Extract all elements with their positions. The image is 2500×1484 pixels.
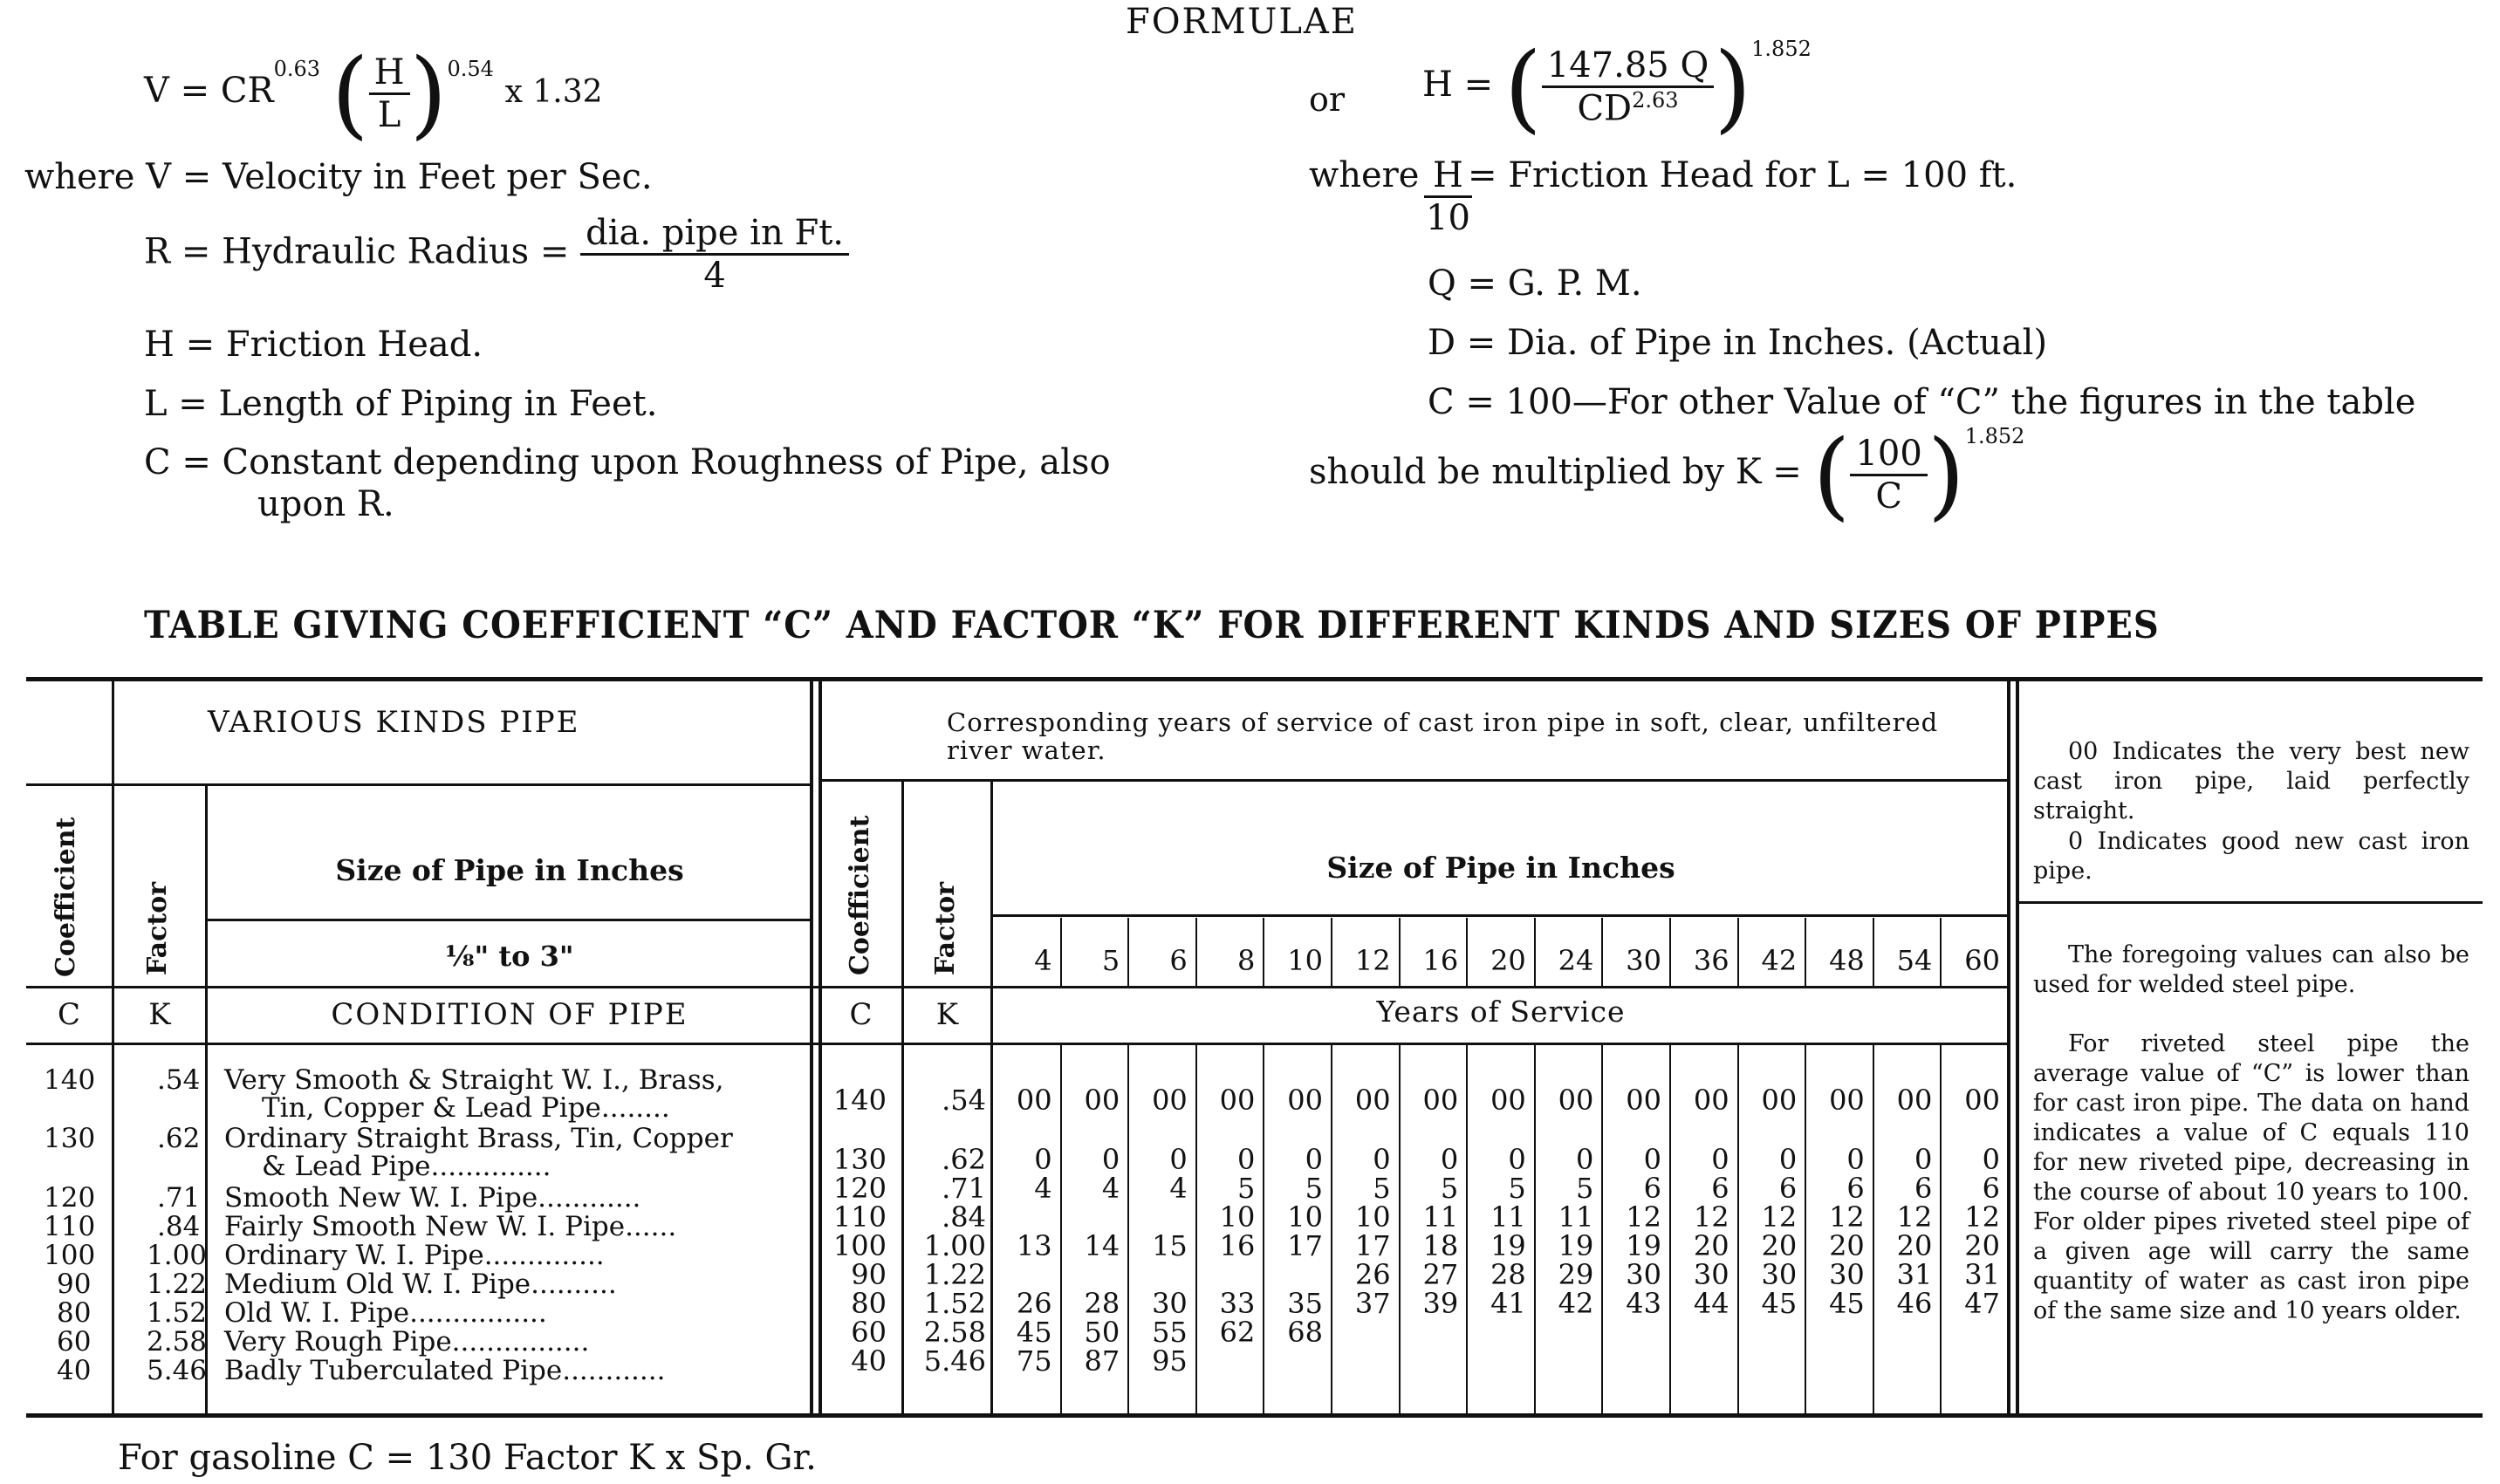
mid-c: 140 (832, 1084, 887, 1117)
def-friction-head: H = Friction Head. (144, 325, 483, 365)
size-col-header: 60 (1964, 944, 2000, 977)
vline (810, 680, 813, 1413)
service-value: 75 (1016, 1344, 1052, 1378)
mid-c: 90 (851, 1258, 887, 1291)
c-label-left: C (57, 997, 80, 1032)
service-value: 68 (1287, 1316, 1323, 1349)
service-value: 00 (1829, 1084, 1865, 1117)
service-value: 6 (1778, 1172, 1798, 1205)
note-welded: The foregoing values can also be used for welded steel pipe. (2033, 941, 2469, 998)
service-value: 00 (1693, 1084, 1729, 1117)
where-label: where (1309, 155, 1420, 195)
left-k: 1.52 (147, 1297, 208, 1329)
service-value: 12 (1693, 1200, 1729, 1234)
mid-c: 100 (832, 1229, 887, 1262)
service-value: 00 (1287, 1084, 1323, 1117)
mid-k: 2.58 (923, 1316, 986, 1349)
size-col-divider (1399, 918, 1401, 986)
service-value: 0 (1440, 1143, 1459, 1176)
left-cond: Smooth New W. I. Pipe............ (224, 1182, 641, 1214)
hline (208, 919, 812, 921)
service-value: 31 (1896, 1258, 1933, 1291)
left-cond: Old W. I. Pipe................ (224, 1297, 547, 1329)
service-value: 00 (1016, 1084, 1052, 1117)
def-hydraulic-radius: R = Hydraulic Radius = $\frac{\text{dia. pipe in Ft.}}{4}$ (144, 213, 849, 296)
service-value: 17 (1354, 1229, 1391, 1262)
mid-c: 120 (832, 1172, 887, 1205)
size-col-header: 30 (1626, 944, 1661, 977)
service-value: 11 (1490, 1200, 1526, 1234)
service-value: 45 (1016, 1316, 1052, 1349)
service-value: 39 (1422, 1287, 1459, 1320)
hline (26, 783, 812, 786)
def-diameter: D = Dia. of Pipe in Inches. (Actual) (1428, 323, 2048, 363)
size-col-header: 4 (1034, 944, 1052, 977)
left-k: .84 (157, 1211, 201, 1242)
left-cond: Fairly Smooth New W. I. Pipe...... (224, 1211, 677, 1242)
def-c100: C = 100—For other Value of “C” the figures in the table (1428, 382, 2416, 422)
size-col-header: 12 (1354, 944, 1391, 977)
h-over-10: $\frac{H}{10}$ (1426, 155, 1470, 238)
service-value: 13 (1016, 1229, 1052, 1262)
hline (26, 1043, 2009, 1045)
service-value: 00 (1490, 1084, 1526, 1117)
service-value: 12 (1896, 1200, 1933, 1234)
hline (993, 914, 2009, 917)
left-cond: Medium Old W. I. Pipe.......... (224, 1269, 617, 1300)
table-bottom-rule (26, 1413, 2483, 1418)
service-value: 0 (1914, 1143, 1933, 1176)
service-value: 0 (1508, 1143, 1526, 1176)
service-value: 0 (1711, 1143, 1729, 1176)
service-value: 10 (1354, 1200, 1391, 1234)
table-title: TABLE GIVING COEFFICIENT “C” AND FACTOR “K” FOR DIFFERENT KINDS AND SIZES OF PIPES (144, 604, 2160, 647)
service-value: 00 (1964, 1084, 2000, 1117)
coef-label-mid: Coefficient (845, 815, 875, 975)
service-value: 6 (1846, 1172, 1865, 1205)
size-col-header: 24 (1558, 944, 1594, 977)
service-value: 11 (1558, 1200, 1594, 1234)
service-value: 5 (1237, 1172, 1256, 1205)
size-col-header: 5 (1101, 944, 1120, 977)
hline (26, 986, 2009, 988)
service-value: 26 (1354, 1258, 1391, 1291)
left-c: 110 (44, 1211, 96, 1242)
service-value: 30 (1761, 1258, 1798, 1291)
note-00: 00 Indicates the very best new cast iron pipe, laid perfectly straight. (2033, 738, 2469, 824)
mid-k: 1.52 (923, 1287, 986, 1320)
size-col-divider (1195, 918, 1197, 986)
service-value: 30 (1152, 1287, 1188, 1320)
vline (818, 680, 822, 1413)
hline (2017, 901, 2483, 904)
service-value: 45 (1761, 1287, 1798, 1320)
service-value: 30 (1693, 1258, 1729, 1291)
page-title: FORMULAE (1126, 2, 1358, 42)
size-col-header: 42 (1761, 944, 1798, 977)
service-value: 5 (1440, 1172, 1459, 1205)
service-value: 47 (1964, 1287, 2000, 1320)
size-col-header: 54 (1896, 944, 1933, 977)
k-label-left: K (148, 997, 171, 1032)
mid-k: .84 (942, 1200, 986, 1234)
left-cond: & Lead Pipe.............. (262, 1151, 551, 1182)
left-k: .54 (157, 1064, 201, 1096)
service-value: 45 (1829, 1287, 1865, 1320)
note-riveted: For riveted steel pipe the average value of “C” is lower than for cast iron pipe. The data on hand indicates a value of C equals 110 for new riveted pipe, decreasing in the course of about 10 years to 100. For older pipes riveted steel pipe of a given age will carry the same quantity of water as cast iron pipe of the same size and 10 years older. (2033, 1030, 2469, 1324)
mid-k: 1.22 (923, 1258, 986, 1291)
left-c: 100 (44, 1240, 96, 1271)
service-value: 50 (1084, 1316, 1120, 1349)
service-value: 26 (1016, 1287, 1052, 1320)
service-value: 42 (1558, 1287, 1594, 1320)
service-value: 19 (1626, 1229, 1661, 1262)
service-value: 0 (1778, 1143, 1798, 1176)
service-value: 19 (1490, 1229, 1526, 1262)
service-value: 16 (1219, 1229, 1256, 1262)
service-value: 4 (1101, 1172, 1120, 1205)
service-header: Corresponding years of service of cast iron pipe in soft, clear, unfiltered river water. (947, 708, 1939, 765)
service-value: 0 (1373, 1143, 1391, 1176)
hline (820, 779, 2009, 782)
service-value: 00 (1084, 1084, 1120, 1117)
left-cond: Ordinary W. I. Pipe.............. (224, 1240, 605, 1271)
factor-label: Factor (142, 881, 173, 975)
service-value: 00 (1422, 1084, 1459, 1117)
left-c: 60 (57, 1326, 92, 1357)
service-value: 6 (1711, 1172, 1729, 1205)
service-value: 37 (1354, 1287, 1391, 1320)
size-header-left: Size of Pipe in Inches (335, 853, 684, 887)
service-value: 19 (1558, 1229, 1594, 1262)
size-col-header: 6 (1169, 944, 1188, 977)
table-top-rule (26, 677, 2483, 681)
service-value: 6 (1982, 1172, 2000, 1205)
service-value: 41 (1490, 1287, 1526, 1320)
service-value: 12 (1964, 1200, 2000, 1234)
service-value: 44 (1693, 1287, 1729, 1320)
service-value: 10 (1287, 1200, 1323, 1234)
years-of-service-label: Years of Service (1376, 995, 1626, 1029)
size-col-divider (1873, 918, 1874, 986)
vline (112, 680, 114, 1413)
def-gpm: Q = G. P. M. (1428, 263, 1642, 304)
condition-header: CONDITION OF PIPE (331, 997, 688, 1032)
left-k: .62 (157, 1123, 201, 1154)
size-col-divider (1331, 918, 1332, 986)
mid-c: 40 (851, 1344, 887, 1378)
size-col-divider (1060, 918, 1062, 986)
left-cond: Tin, Copper & Lead Pipe........ (262, 1092, 670, 1124)
c-label-mid: C (849, 997, 873, 1032)
service-value: 10 (1219, 1200, 1256, 1234)
head-formula: H = ( $\frac{147.85 Q}{CD^{2.63}}$ )$^{1.852}$ (1422, 31, 1812, 143)
vline (2016, 680, 2019, 1413)
left-c: 120 (44, 1182, 96, 1214)
size-col-header: 10 (1287, 944, 1323, 977)
service-value: 28 (1084, 1287, 1120, 1320)
service-value: 5 (1576, 1172, 1594, 1205)
service-value: 00 (1558, 1084, 1594, 1117)
service-value: 31 (1964, 1258, 2000, 1291)
service-value: 00 (1761, 1084, 1798, 1117)
left-cond: Ordinary Straight Brass, Tin, Copper (224, 1123, 733, 1154)
service-value: 46 (1896, 1287, 1933, 1320)
k-label-mid: K (935, 997, 959, 1032)
size-header-mid: Size of Pipe in Inches (1326, 851, 1675, 885)
factor-label-mid: Factor (930, 881, 961, 975)
service-value: 20 (1761, 1229, 1798, 1262)
size-col-divider (1940, 918, 1942, 986)
size-col-divider (1263, 918, 1264, 986)
left-cond: Badly Tuberculated Pipe............ (224, 1355, 666, 1386)
vline (2007, 680, 2010, 1413)
size-col-header: 36 (1693, 944, 1729, 977)
mid-c: 80 (851, 1287, 887, 1320)
service-value: 00 (1152, 1084, 1188, 1117)
service-value: 0 (1846, 1143, 1865, 1176)
service-value: 11 (1422, 1200, 1459, 1234)
service-value: 29 (1558, 1258, 1594, 1291)
service-value: 20 (1896, 1229, 1933, 1262)
service-value: 27 (1422, 1258, 1459, 1291)
left-k: .71 (157, 1182, 201, 1214)
service-value: 4 (1169, 1172, 1188, 1205)
size-col-header: 8 (1237, 944, 1256, 977)
left-k: 1.00 (147, 1240, 208, 1271)
service-value: 0 (1982, 1143, 2000, 1176)
service-value: 0 (1237, 1143, 1256, 1176)
service-value: 12 (1761, 1200, 1798, 1234)
service-value: 0 (1305, 1143, 1323, 1176)
left-c: 140 (44, 1064, 96, 1096)
left-c: 40 (57, 1355, 92, 1386)
service-value: 33 (1219, 1287, 1256, 1320)
size-col-divider (1601, 918, 1603, 986)
note-0: 0 Indicates good new cast iron pipe. (2033, 828, 2469, 885)
service-value: 5 (1508, 1172, 1526, 1205)
left-c: 80 (57, 1297, 92, 1329)
def-length: L = Length of Piping in Feet. (144, 384, 658, 424)
left-k: 5.46 (147, 1355, 208, 1386)
service-value: 87 (1084, 1344, 1120, 1378)
mid-k: .62 (942, 1143, 986, 1176)
service-value: 17 (1287, 1229, 1323, 1262)
size-col-header: 48 (1829, 944, 1865, 977)
service-value: 12 (1829, 1200, 1865, 1234)
size-col-divider (1127, 918, 1129, 986)
or-label: or (1309, 80, 1346, 119)
service-value: 0 (1643, 1143, 1661, 1176)
service-value: 20 (1693, 1229, 1729, 1262)
service-value: 6 (1643, 1172, 1661, 1205)
service-value: 00 (1896, 1084, 1933, 1117)
gasoline-note: For gasoline C = 130 Factor K x Sp. Gr. (118, 1438, 817, 1478)
service-value: 43 (1626, 1287, 1661, 1320)
service-value: 5 (1373, 1172, 1391, 1205)
service-value: 20 (1829, 1229, 1865, 1262)
service-value: 12 (1626, 1200, 1661, 1234)
mid-k: 5.46 (923, 1344, 986, 1378)
size-col-header: 16 (1422, 944, 1459, 977)
left-cond: Very Smooth & Straight W. I., Brass, (224, 1064, 724, 1096)
def-head-100ft: = Friction Head for L = 100 ft. (1468, 155, 2017, 195)
service-value: 30 (1626, 1258, 1661, 1291)
various-kinds-header: VARIOUS KINDS PIPE (208, 705, 580, 740)
service-value: 4 (1034, 1172, 1052, 1205)
size-range: ⅛" to 3" (445, 940, 574, 973)
coef-label: Coefficient (51, 817, 81, 977)
service-value: 0 (1034, 1143, 1052, 1176)
mid-c: 130 (832, 1143, 887, 1176)
service-value: 14 (1084, 1229, 1120, 1262)
left-k: 2.58 (147, 1326, 208, 1357)
size-col-divider (1669, 918, 1671, 986)
service-value: 5 (1305, 1172, 1323, 1205)
service-value: 00 (1626, 1084, 1661, 1117)
def-constant: C = Constant depending upon Roughness of Pipe, also (144, 442, 1111, 482)
service-value: 95 (1152, 1344, 1188, 1378)
mid-c: 60 (851, 1316, 887, 1349)
vline (901, 781, 904, 1413)
service-value: 55 (1152, 1316, 1188, 1349)
service-value: 0 (1576, 1143, 1594, 1176)
mid-k: .54 (942, 1084, 986, 1117)
service-value: 15 (1152, 1229, 1188, 1262)
velocity-formula: $V = CR^{0.63}$ ( $\frac{H}{L}$ )$^{0.54}$ x 1.32 (144, 38, 603, 149)
service-value: 0 (1169, 1143, 1188, 1176)
left-cond: Very Rough Pipe................ (224, 1326, 590, 1357)
mid-c: 110 (832, 1200, 887, 1234)
service-value: 18 (1422, 1229, 1459, 1262)
service-value: 62 (1219, 1316, 1256, 1349)
service-value: 28 (1490, 1258, 1526, 1291)
service-value: 35 (1287, 1287, 1323, 1320)
mid-k: 1.00 (923, 1229, 986, 1262)
size-col-divider (1466, 918, 1468, 986)
size-col-divider (1534, 918, 1536, 986)
service-value: 0 (1101, 1143, 1120, 1176)
k-formula: should be multiplied by K = ( $\frac{100}{C}$ )$^{1.852}$ (1309, 419, 2025, 530)
mid-k: .71 (942, 1172, 986, 1205)
size-col-divider (1805, 918, 1806, 986)
size-col-header: 20 (1490, 944, 1526, 977)
size-col-divider (1737, 918, 1739, 986)
def-constant-cont: upon R. (257, 484, 394, 524)
service-value: 6 (1914, 1172, 1933, 1205)
service-value: 00 (1354, 1084, 1391, 1117)
service-value: 20 (1964, 1229, 2000, 1262)
service-value: 30 (1829, 1258, 1865, 1291)
service-value: 00 (1219, 1084, 1256, 1117)
left-k: 1.22 (147, 1269, 208, 1300)
def-velocity: where V = Velocity in Feet per Sec. (24, 157, 653, 197)
left-c: 90 (57, 1269, 92, 1300)
left-c: 130 (44, 1123, 96, 1154)
